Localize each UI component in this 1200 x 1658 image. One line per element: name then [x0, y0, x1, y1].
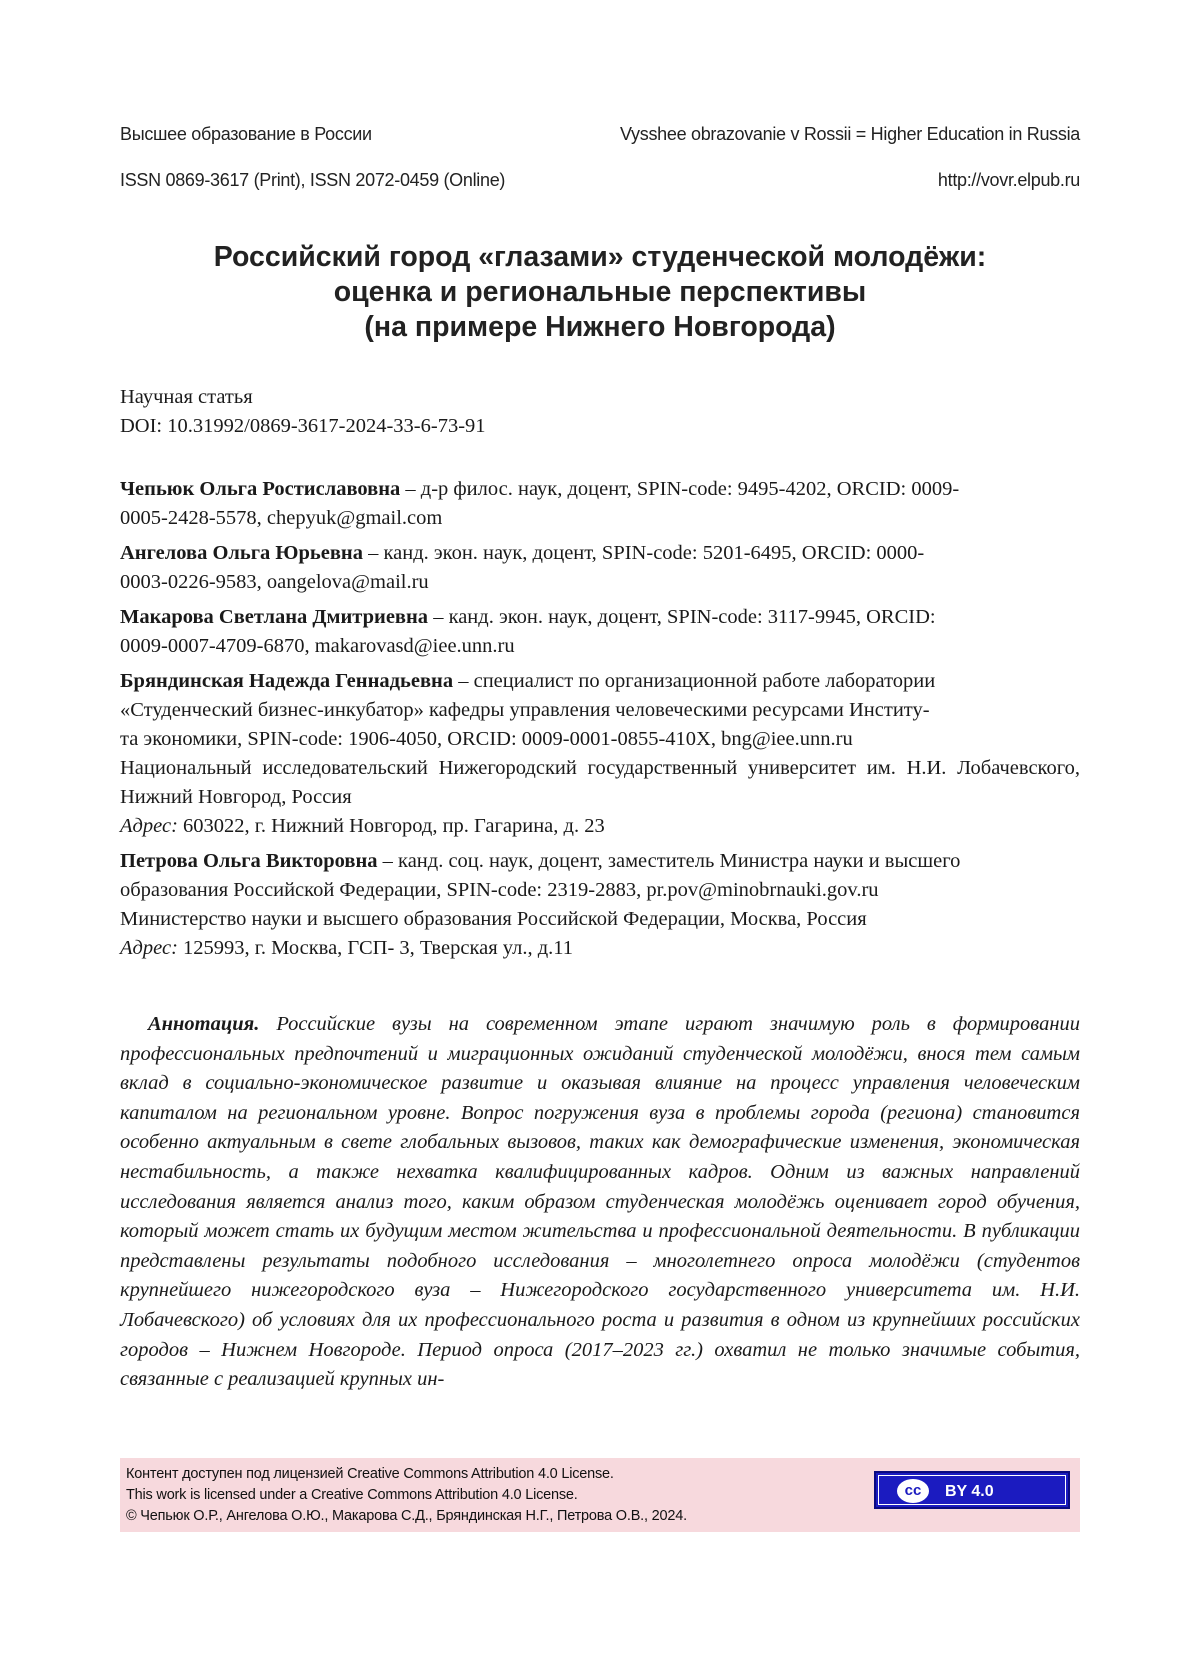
abstract-label: Аннотация. [148, 1013, 260, 1035]
author-address: 603022, г. Нижний Новгород, пр. Гагарина, д. 23 [177, 815, 605, 837]
author-name: Петрова Ольга Викторовна [120, 850, 378, 872]
article-page [120, 0, 1080, 1658]
article-meta [120, 383, 1080, 441]
title-line-2: оценка и региональные перспективы [333, 276, 867, 308]
abstract-text: Российские вузы на современном этапе играют значимую роль в формировании профессиональных предпочтений и миграционных ожиданий студенческой молодёжи, внося тем самым вклад в социально-экономическое развитие и оказывая влияние на процесс управления человеческим капиталом на региональном уровне. Вопрос погружения вуза в проблемы города (региона) становится особенно актуальным в свете глобальных вызовов, таких как демографические изменения, экономическая нестабильность, а также нехватка квалифицированных кадров. Одним из важных направлений исследования является анализ того, каким образом студенческая молодёжь оценивает город обучения, который может стать их будущим местом жительства и профессиональной деятельности. В публикации представлены результаты подобного исследования – многолетнего опроса молодёжи (студентов крупнейшего нижегородского вуза – Нижегородского государственного университета им. Н.И. Лобачевского) об условиях для их профессионального роста и развития в одном из крупнейших российских городов – Нижнем Новгороде. Период опроса (2017–2023 гг.) охватил не только значимые события, связанные с реализацией крупных ин- [120, 1013, 1080, 1391]
abstract [120, 1010, 1080, 1395]
issn: ISSN 0869-3617 (Print), ISSN 2072-0459 (Online) [120, 170, 506, 190]
author-details: – канд. экон. наук, доцент, SPIN-code: 3117-9945, ORCID: [428, 606, 936, 628]
author-affiliation: Министерство науки и высшего образования Российской Федерации, Москва, Россия [120, 908, 867, 930]
author-entry [120, 667, 1080, 841]
cc-badge-label: BY 4.0 [945, 1483, 994, 1500]
license-line-ru: Контент доступен под лицензией Creative Commons Attribution 4.0 License. [126, 1466, 614, 1482]
author-entry [120, 475, 1080, 533]
author-entry [120, 847, 1080, 963]
author-entry [120, 603, 1080, 661]
title-line-1: Российский город «глазами» студенческой молодёжи: [213, 241, 987, 273]
journal-title-en: Vysshee obrazovanie v Rossii = Higher Education in Russia [620, 124, 1080, 144]
author-affiliation: Национальный исследовательский Нижегородский государственный университет им. Н.И. Лобачевского, Нижний Новгород, Россия [120, 757, 1080, 808]
title-line-3: (на примере Нижнего Новгорода) [364, 311, 836, 343]
cc-by-badge[interactable] [874, 1471, 1070, 1509]
author-details: – канд. соц. наук, доцент, заместитель Министра науки и высшего [377, 850, 961, 872]
article-type: Научная статья [120, 386, 253, 408]
address-label: Адрес: [120, 937, 178, 959]
address-label: Адрес: [120, 815, 178, 837]
author-list [120, 475, 1080, 969]
author-details: та экономики, SPIN-code: 1906-4050, ORCID: 0009-0001-0855-410X, bng@iee.unn.ru [120, 728, 853, 750]
author-details: 0005-2428-5578, chepyuk@gmail.com [120, 507, 443, 529]
author-details: «Студенческий бизнес-инкубатор» кафедры управления человеческими ресурсами Институ- [120, 699, 930, 721]
copyright-line: © Чепьюк О.Р., Ангелова О.Ю., Макарова С.Д., Бряндинская Н.Г., Петрова О.В., 2024. [126, 1508, 687, 1524]
author-address: 125993, г. Москва, ГСП- 3, Тверская ул., д.11 [177, 937, 573, 959]
doi[interactable]: DOI: 10.31992/0869-3617-2024-33-6-73-91 [120, 415, 486, 437]
author-name: Бряндинская Надежда Геннадьевна [120, 670, 454, 692]
author-details: – д-р филос. наук, доцент, SPIN-code: 9495-4202, ORCID: 0009- [400, 478, 960, 500]
journal-url[interactable]: http://vovr.elpub.ru [937, 170, 1080, 190]
article-title [120, 240, 1080, 345]
author-details: 0003-0226-9583, oangelova@mail.ru [120, 571, 429, 593]
author-details: образования Российской Федерации, SPIN-code: 2319-2883, pr.pov@minobrnauki.gov.ru [120, 879, 879, 901]
author-name: Ангелова Ольга Юрьевна [120, 542, 363, 564]
author-details: – канд. экон. наук, доцент, SPIN-code: 5201-6495, ORCID: 0000- [362, 542, 925, 564]
license-line-en: This work is licensed under a Creative Commons Attribution 4.0 License. [126, 1487, 578, 1503]
author-details: – специалист по организационной работе лаборатории [453, 670, 936, 692]
license-text [126, 1464, 687, 1527]
author-name: Чепьюк Ольга Ростиславовна [120, 478, 401, 500]
license-box [120, 1458, 1080, 1532]
author-details: 0009-0007-4709-6870, makarovasd@iee.unn.ru [120, 635, 515, 657]
cc-icon: cc [897, 1479, 929, 1503]
author-name: Макарова Светлана Дмитриевна [120, 606, 429, 628]
author-entry [120, 539, 1080, 597]
journal-title-ru: Высшее образование в России [120, 124, 372, 144]
cc-badge-frame [878, 1475, 1066, 1505]
